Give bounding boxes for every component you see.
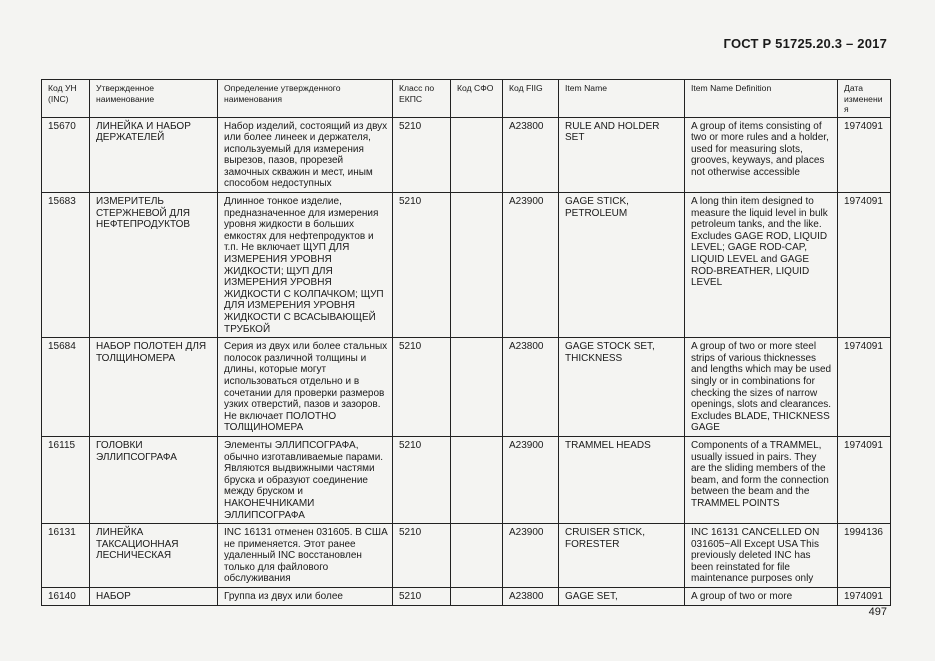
name-ru-cell: ГОЛОВКИ ЭЛЛИПСОГРАФА xyxy=(90,436,218,523)
fiig-cell: A23900 xyxy=(503,436,559,523)
fiig-cell: A23800 xyxy=(503,338,559,437)
class-cell: 5210 xyxy=(393,193,451,338)
inc-cell: 15670 xyxy=(42,117,90,193)
col-item-name-header: Item Name xyxy=(559,80,685,118)
name-ru-cell: НАБОР xyxy=(90,588,218,606)
col-definition-ru-header: Определение утвержденного наименования xyxy=(218,80,393,118)
col-class-header: Класс по ЕКПС xyxy=(393,80,451,118)
date-cell: 1974091 xyxy=(838,436,891,523)
class-cell: 5210 xyxy=(393,338,451,437)
definition-ru-cell: Серия из двух или более стальных полосок различной толщины и длины, которые могут использоваться отдельно и в сочетании для проверки размеров узких отверстий, пазов и зазоров. Не включает ПОЛОТНО ТОЛЩИНОМЕРА xyxy=(218,338,393,437)
inc-cell: 16115 xyxy=(42,436,90,523)
table-body xyxy=(42,117,891,605)
definition-ru-cell: Группа из двух или более xyxy=(218,588,393,606)
class-cell: 5210 xyxy=(393,588,451,606)
class-cell: 5210 xyxy=(393,436,451,523)
sfo-cell xyxy=(451,524,503,588)
date-cell: 1974091 xyxy=(838,117,891,193)
col-item-def-header: Item Name Definition xyxy=(685,80,838,118)
item-name-cell: CRUISER STICK, FORESTER xyxy=(559,524,685,588)
item-name-cell: TRAMMEL HEADS xyxy=(559,436,685,523)
item-name-cell: GAGE STICK, PETROLEUM xyxy=(559,193,685,338)
table-row xyxy=(42,524,891,588)
item-name-cell: GAGE SET, xyxy=(559,588,685,606)
fiig-cell: A23900 xyxy=(503,524,559,588)
fiig-cell: A23800 xyxy=(503,117,559,193)
col-sfo-header: Код СФО xyxy=(451,80,503,118)
date-cell: 1994136 xyxy=(838,524,891,588)
inc-cell: 16140 xyxy=(42,588,90,606)
name-ru-cell: НАБОР ПОЛОТЕН ДЛЯ ТОЛЩИНОМЕРА xyxy=(90,338,218,437)
document-header: ГОСТ Р 51725.20.3 – 2017 xyxy=(723,36,887,51)
name-ru-cell: ЛИНЕЙКА ТАКСАЦИОННАЯ ЛЕСНИЧЕСКАЯ xyxy=(90,524,218,588)
sfo-cell xyxy=(451,117,503,193)
class-cell: 5210 xyxy=(393,117,451,193)
sfo-cell xyxy=(451,193,503,338)
item-definition-cell: A group of two or more xyxy=(685,588,838,606)
item-definition-cell: A group of two or more steel strips of various thicknesses and lengths which may be used singly or in combinations for checking the sizes of narrow openings, slots and clearances. Excludes BLADE, THICKNESS GAGE xyxy=(685,338,838,437)
inc-cell: 15684 xyxy=(42,338,90,437)
definition-ru-cell: Набор изделий, состоящий из двух или более линеек и держателя, используемый для измерения вырезов, пазов, прорезей замочных скважин и мест, иным способом недоступных xyxy=(218,117,393,193)
col-name-ru-header: Утвержденное наименование xyxy=(90,80,218,118)
name-ru-cell: ЛИНЕЙКА И НАБОР ДЕРЖАТЕЛЕЙ xyxy=(90,117,218,193)
fiig-cell: A23800 xyxy=(503,588,559,606)
definition-ru-cell: Длинное тонкое изделие, предназначенное для измерения уровня жидкости в больших емкостях для нефтепродуктов и т.п. Не включает ЩУП ДЛЯ ИЗМЕРЕНИЯ УРОВНЯ ЖИДКОСТИ; ЩУП ДЛЯ ИЗМЕРЕНИЯ УРОВНЯ ЖИДКОСТИ С КОЛПАЧКОМ; ЩУП ДЛЯ ИЗМЕРЕНИЯ УРОВНЯ ЖИДКОСТИ С ВСАСЫВАЮЩЕЙ ТРУБКОЙ xyxy=(218,193,393,338)
inc-cell: 16131 xyxy=(42,524,90,588)
table-row xyxy=(42,117,891,193)
item-name-cell: RULE AND HOLDER SET xyxy=(559,117,685,193)
sfo-cell xyxy=(451,436,503,523)
definition-ru-cell: Элементы ЭЛЛИПСОГРАФА, обычно изготавливаемые парами. Являются выдвижными частями бруска и образуют соединение между бруском и НАКОНЕЧНИКАМИ ЭЛЛИПСОГРАФА xyxy=(218,436,393,523)
item-definition-cell: A long thin item designed to measure the liquid level in bulk petroleum tanks, and the like. Excludes GAGE ROD, LIQUID LEVEL; GAGE ROD-CAP, LIQUID LEVEL and GAGE ROD-BREATHER, LIQUID LEVEL xyxy=(685,193,838,338)
inc-cell: 15683 xyxy=(42,193,90,338)
table-header xyxy=(42,80,891,118)
sfo-cell xyxy=(451,338,503,437)
table-row xyxy=(42,338,891,437)
nomenclature-table xyxy=(41,79,891,606)
date-cell: 1974091 xyxy=(838,193,891,338)
name-ru-cell: ИЗМЕРИТЕЛЬ СТЕРЖНЕВОЙ ДЛЯ НЕФТЕПРОДУКТОВ xyxy=(90,193,218,338)
col-fiig-header: Код FIIG xyxy=(503,80,559,118)
page-number: 497 xyxy=(868,606,887,618)
table-row xyxy=(42,436,891,523)
definition-ru-cell: INC 16131 отменен 031605. В США не применяется. Этот ранее удаленный INC восстановлен только для файлового обслуживания xyxy=(218,524,393,588)
date-cell: 1974091 xyxy=(838,588,891,606)
col-inc-header: Код УН (INC) xyxy=(42,80,90,118)
item-definition-cell: Components of a TRAMMEL, usually issued in pairs. They are the sliding members of the beam, and form the connection between the beam and the TRAMMEL POINTS xyxy=(685,436,838,523)
col-date-header: Дата изменения xyxy=(838,80,891,118)
item-definition-cell: A group of items consisting of two or more rules and a holder, used for measuring slots, grooves, keyways, and places not otherwise accessible xyxy=(685,117,838,193)
item-name-cell: GAGE STOCK SET, THICKNESS xyxy=(559,338,685,437)
fiig-cell: A23900 xyxy=(503,193,559,338)
table-row xyxy=(42,588,891,606)
table-row xyxy=(42,193,891,338)
sfo-cell xyxy=(451,588,503,606)
header-row xyxy=(42,80,891,118)
class-cell: 5210 xyxy=(393,524,451,588)
date-cell: 1974091 xyxy=(838,338,891,437)
item-definition-cell: INC 16131 CANCELLED ON 031605~All Except USA This previously deleted INC has been reinstated for file maintenance purposes only xyxy=(685,524,838,588)
